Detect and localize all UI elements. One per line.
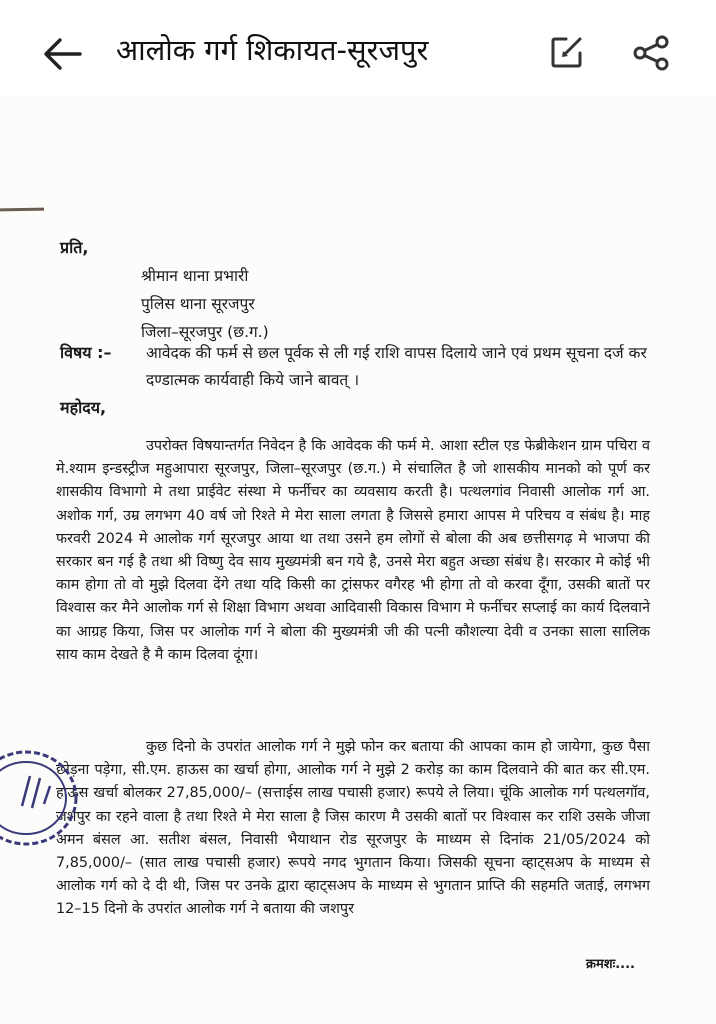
salutation: महोदय, <box>60 398 107 417</box>
pen-mark <box>0 208 44 212</box>
edit-icon[interactable] <box>550 35 584 69</box>
paragraph <box>56 736 650 922</box>
continued-label: क्रमशः.... <box>586 957 635 972</box>
subject-text: आवेदक की फर्म से छल पूर्वक से ली गई राशि वापस दिलाये जाने एवं प्रथम सूचना दर्ज कर दण्डात्मक कार्यवाही किये जाने बावत् । <box>146 344 647 389</box>
stamp-icon <box>0 746 82 850</box>
paragraph-text: कुछ दिनो के उपरांत आलोक गर्ग ने मुझे फोन कर बताया की आपका काम हो जायेगा, कुछ पैसा छोड़ना पड़ेगा, सी.एम. हाऊस का खर्चा होगा, आलोक गर्ग ने मुझे 2 करोड़ का काम दिलवाने की बात कर सी.एम. हाऊस खर्चा बोलकर 27,85,000/– (सत्ताईस लाख पचासी हजार) रूपये ले लिया। चूंकि आलोक गर्ग पत्थलगॉव, जशपुर का रहने वाला है तथा रिश्ते मे मेरा साला है जिस कारण मै उसकी बातों पर विश्वास कर राशि उसके जीजा अमन बंसल आ. सतीश बंसल, निवासी भैयाथान रोड सूरजपुर के माध्यम से दिनांक 21/05/2024 को 7,85,000/– (सात लाख पचासी हजार) रूपये नगद भुगतान किया। जिसकी सूचना व्हाट्सअप के माध्यम से आलोक गर्ग को दे दी थी, जिस पर उनके द्वारा व्हाट्सअप के माध्यम से भुगतान प्राप्ति की सहमति जताई, लगभग 12–15 दिनो के उपरांत आलोक गर्ग ने बताया की जशपुर <box>56 739 650 918</box>
address-line: जिला–सूरजपुर (छ.ग.) <box>141 323 269 341</box>
app-bar <box>0 0 716 96</box>
address-line: श्रीमान थाना प्रभारी <box>141 267 249 285</box>
page-title: आलोक गर्ग शिकायत-सूरजपुर <box>116 33 429 67</box>
to-label: प्रति, <box>60 238 89 257</box>
document-view[interactable] <box>0 96 716 1024</box>
paragraph-text: उपरोक्त विषयान्तर्गत निवेदन है कि आवेदक की फर्म मे. आशा स्टील एड फेब्रीकेशन ग्राम पचिरा व मे.श्याम इन्डस्ट्रीज महुआपारा सूरजपुर, जिला–सूरजपुर (छ.ग.) मे संचालित है जो शासकीय मानको को पूर्ण कर शासकीय विभागो मे तथा प्राईवेट संस्था मे फर्नीचर का व्यवसाय करती है। पत्थलगांव निवासी आलोक गर्ग आ. अशोक गर्ग, उम्र लगभग 40 वर्ष जो रिश्ते मे मेरा साला लगता है जिससे हमारा आपस मे परिचय व संबंध है। माह फरवरी 2024 मे आलोक गर्ग सूरजपुर आया था तथा उसने हम लोगों से बोला की अब छत्तीसगढ़ मे भाजपा की सरकार बन गई है तथा श्री विष्णु देव साय मुख्यमंत्री बन गये है, उनसे मेरा बहुत अच्छा संबंध है। सरकार मे कोई भी काम होगा तो वो मुझे दिलवा देंगे तथा यदि किसी का ट्रांसफर वगैरह भी होगा तो वो करवा दूँगा, उसकी बातों पर विश्वास कर मैने आलोक गर्ग से शिक्षा विभाग अथवा आदिवासी विकास विभाग मे फर्नीचर सप्लाई का कार्य दिलवाने का आग्रह किया, जिस पर आलोक गर्ग ने बोला की मुख्यमंत्री जी की पत्नी कौशल्या देवी व उनका साला सालिक साय काम देखते है मै काम दिलवा दूंगा। <box>56 438 650 663</box>
address-line: पुलिस थाना सूरजपुर <box>141 295 255 313</box>
arrow-left-icon[interactable] <box>40 34 84 74</box>
subject-label: विषय :– <box>60 343 112 362</box>
paragraph <box>56 435 650 667</box>
share-icon[interactable] <box>632 35 670 71</box>
